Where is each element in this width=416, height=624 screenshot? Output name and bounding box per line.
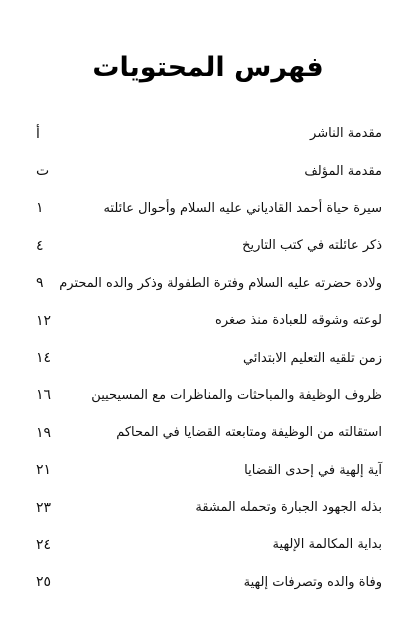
toc-page-number: ٢٤ — [36, 536, 52, 553]
toc-page-number: ٩ — [36, 275, 44, 292]
toc-page-number: ت — [36, 163, 50, 180]
toc-row — [36, 115, 382, 152]
toc-row — [36, 452, 382, 489]
toc-row — [36, 265, 382, 302]
toc-page-number: ١٩ — [36, 424, 52, 441]
toc-page-number: ٢١ — [36, 462, 52, 479]
toc-entry-title: ظروف الوظيفة والمباحثات والمناظرات مع المسيحيين — [91, 387, 382, 403]
toc-row — [36, 526, 382, 563]
toc-entry-title: وفاة والده وتصرفات إلهية — [243, 574, 382, 590]
toc-page-number: ٢٥ — [36, 574, 52, 591]
toc-entry-title: بذله الجهود الجبارة وتحمله المشقة — [195, 500, 382, 516]
toc-page-number: ٢٣ — [36, 499, 52, 516]
toc-row — [36, 339, 382, 376]
toc-entry-title: ذكر عائلته في كتب التاريخ — [242, 238, 382, 254]
toc-entry-title: مقدمة الناشر — [310, 126, 382, 142]
toc-page-number: ١٢ — [36, 312, 52, 329]
toc-entry-title: آية إلهية في إحدى القضايا — [244, 462, 382, 478]
toc-row — [36, 377, 382, 414]
toc-row — [36, 152, 382, 189]
toc-row — [36, 414, 382, 451]
toc-row — [36, 564, 382, 601]
toc-page-number: أ — [36, 125, 40, 142]
toc-entry-title: سيرة حياة أحمد القادياني عليه السلام وأحوال عائلته — [103, 200, 382, 216]
toc-page-number: ١ — [36, 200, 44, 217]
toc-page-number: ١٦ — [36, 387, 52, 404]
toc-entry-title: ولادة حضرته عليه السلام وفترة الطفولة وذكر والده المحترم — [59, 275, 382, 291]
toc-row — [36, 489, 382, 526]
toc-row — [36, 302, 382, 339]
toc-entry-title: لوعته وشوقه للعبادة منذ صغره — [215, 313, 382, 329]
toc-row — [36, 227, 382, 264]
table-of-contents — [36, 115, 382, 601]
toc-entry-title: استقالته من الوظيفة ومتابعته القضايا في المحاكم — [116, 425, 382, 441]
toc-page-number: ١٤ — [36, 350, 52, 367]
toc-entry-title: مقدمة المؤلف — [304, 163, 382, 179]
toc-row — [36, 190, 382, 227]
toc-entry-title: زمن تلقيه التعليم الابتدائي — [242, 350, 382, 366]
page-title: فهرس المحتويات — [92, 52, 324, 83]
toc-entry-title: بداية المكالمة الإلهية — [272, 537, 382, 553]
toc-page-number: ٤ — [36, 237, 44, 254]
